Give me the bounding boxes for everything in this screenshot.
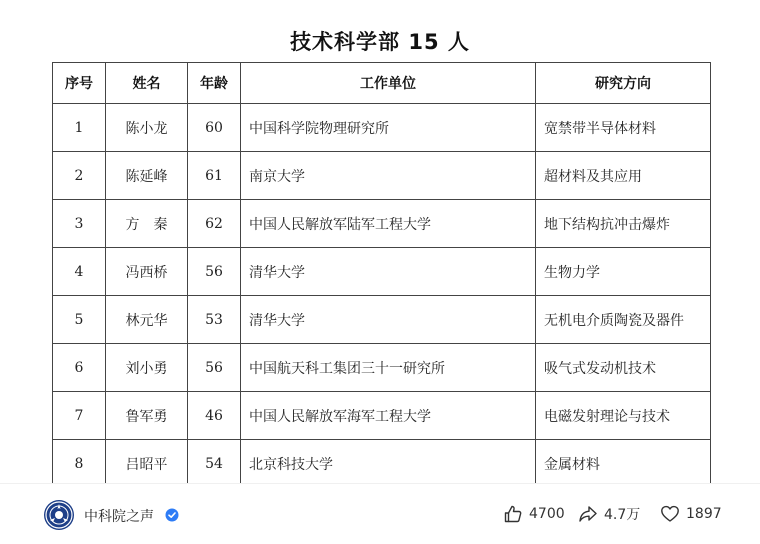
cell-name: 方 秦 — [106, 200, 188, 248]
favorite-button[interactable] — [660, 501, 722, 527]
share-count: 4.7万 — [604, 507, 641, 523]
table-row — [53, 392, 711, 440]
header-age: 年龄 — [188, 63, 241, 104]
share-button[interactable] — [578, 501, 640, 527]
cell-age: 62 — [188, 200, 241, 248]
cell-name: 林元华 — [106, 296, 188, 344]
cell-name: 冯西桥 — [106, 248, 188, 296]
cell-research: 电磁发射理论与技术 — [536, 392, 711, 440]
cell-index: 5 — [53, 296, 106, 344]
header-employer: 工作单位 — [241, 63, 536, 104]
table-row — [53, 344, 711, 392]
header-index: 序号 — [53, 63, 106, 104]
cell-employer: 中国科学院物理研究所 — [241, 104, 536, 152]
cell-index: 7 — [53, 392, 106, 440]
cas-logo-icon[interactable] — [44, 500, 74, 530]
table-row — [53, 152, 711, 200]
cell-employer: 中国人民解放军海军工程大学 — [241, 392, 536, 440]
cell-index: 1 — [53, 104, 106, 152]
cell-index: 6 — [53, 344, 106, 392]
cell-employer: 中国航天科工集团三十一研究所 — [241, 344, 536, 392]
page-title: 技术科学部 15 人 — [290, 30, 470, 54]
table-row — [53, 296, 711, 344]
cell-index: 3 — [53, 200, 106, 248]
cell-research: 地下结构抗冲击爆炸 — [536, 200, 711, 248]
cell-age: 56 — [188, 248, 241, 296]
cell-employer: 清华大学 — [241, 296, 536, 344]
cell-name: 刘小勇 — [106, 344, 188, 392]
table-row — [53, 104, 711, 152]
cell-index: 4 — [53, 248, 106, 296]
account-name[interactable]: 中科院之声 — [84, 509, 154, 525]
cell-employer: 北京科技大学 — [241, 440, 536, 484]
like-button[interactable] — [503, 501, 565, 527]
cell-age: 61 — [188, 152, 241, 200]
like-count: 4700 — [529, 506, 565, 522]
cell-research: 无机电介质陶瓷及器件 — [536, 296, 711, 344]
verified-icon — [165, 508, 179, 522]
cell-research: 吸气式发动机技术 — [536, 344, 711, 392]
cell-name: 鲁军勇 — [106, 392, 188, 440]
post-footer-bar — [0, 483, 760, 544]
cell-research: 宽禁带半导体材料 — [536, 104, 711, 152]
header-name: 姓名 — [106, 63, 188, 104]
cell-age: 46 — [188, 392, 241, 440]
cell-age: 56 — [188, 344, 241, 392]
cell-age: 54 — [188, 440, 241, 484]
cell-employer: 清华大学 — [241, 248, 536, 296]
cell-index: 2 — [53, 152, 106, 200]
cell-research: 金属材料 — [536, 440, 711, 484]
table-row — [53, 248, 711, 296]
cell-age: 60 — [188, 104, 241, 152]
cell-name: 陈延峰 — [106, 152, 188, 200]
favorite-count: 1897 — [686, 506, 722, 522]
cell-employer: 中国人民解放军陆军工程大学 — [241, 200, 536, 248]
thumbs-up-icon — [503, 504, 523, 524]
table-row — [53, 440, 711, 484]
heart-icon — [660, 504, 680, 524]
header-research: 研究方向 — [536, 63, 711, 104]
cell-employer: 南京大学 — [241, 152, 536, 200]
cell-name: 陈小龙 — [106, 104, 188, 152]
cell-research: 超材料及其应用 — [536, 152, 711, 200]
cell-research: 生物力学 — [536, 248, 711, 296]
member-table — [52, 62, 711, 483]
table-header-row — [53, 63, 711, 104]
cell-index: 8 — [53, 440, 106, 484]
table-row — [53, 200, 711, 248]
cell-age: 53 — [188, 296, 241, 344]
share-arrow-icon — [578, 504, 598, 524]
cell-name: 吕昭平 — [106, 440, 188, 484]
